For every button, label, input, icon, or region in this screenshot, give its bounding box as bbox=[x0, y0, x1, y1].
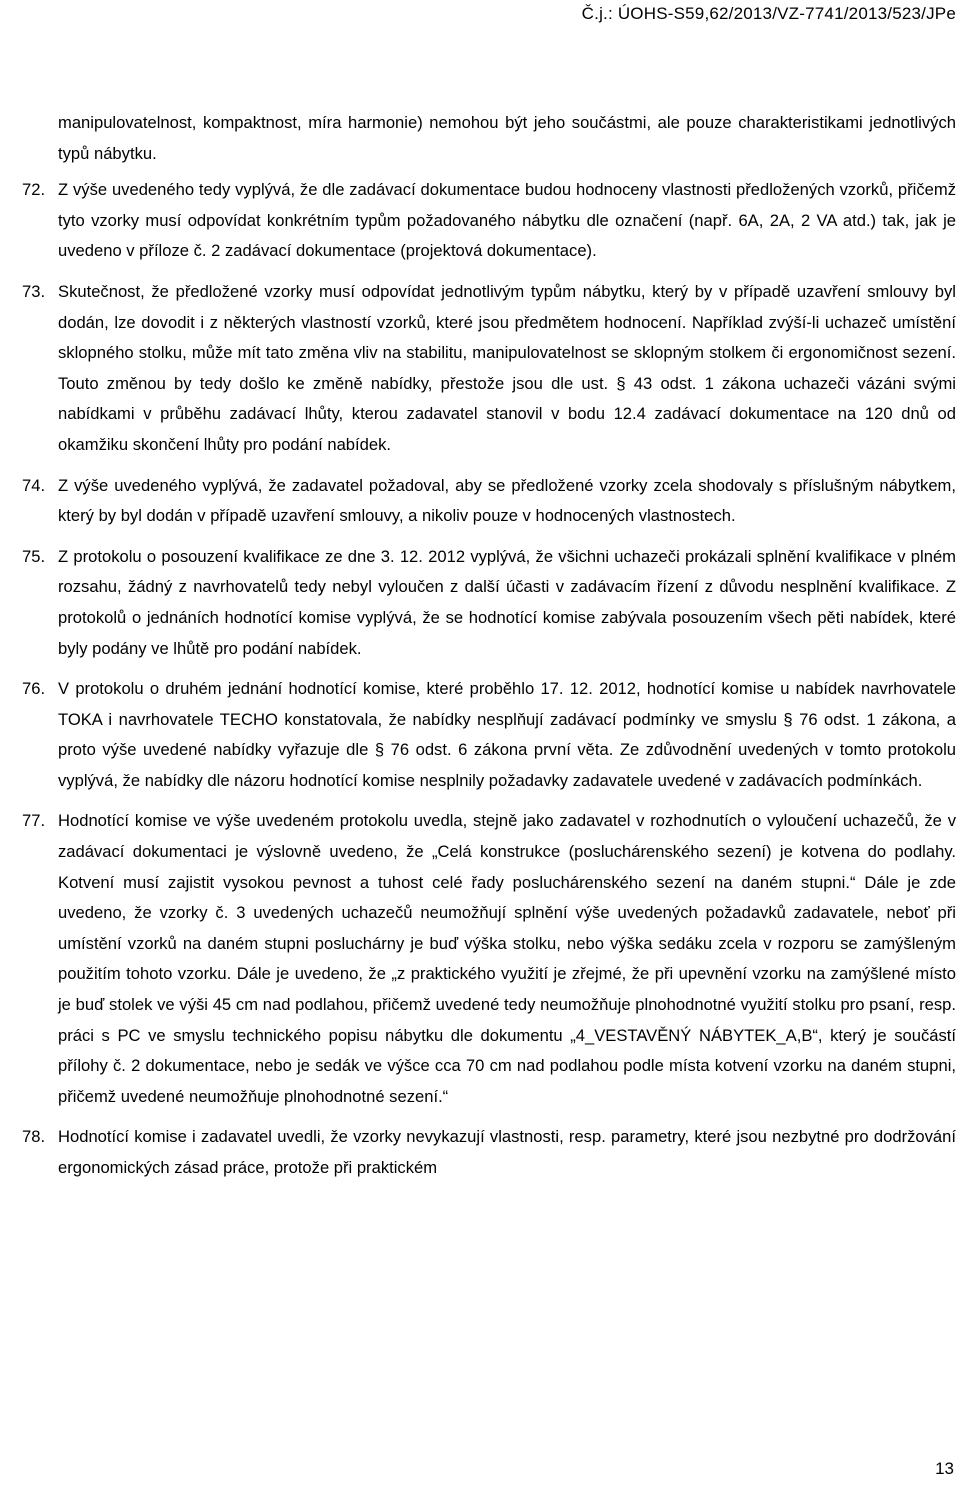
paragraph-78 bbox=[22, 1122, 956, 1183]
paragraph-number: 73. bbox=[22, 281, 46, 301]
paragraph-number: 72. bbox=[22, 180, 46, 200]
paragraph-text: Skutečnost, že předložené vzorky musí odpovídat jednotlivým typům nábytku, který by v případě uzavření smlouvy byl dodán, lze dovodit i z některých vlastností vzorků, které jsou předmětem hodnocení. Například zvýší-li uchazeč umístění sklopného stolku, může mít tato změna vliv na stabilitu, manipulovatelnost se sklopným stolkem či ergonomičnost sezení. Touto změnou by tedy došlo ke změně nabídky, přestože jsou dle ust. § 43 odst. 1 zákona uchazeči vázáni svými nabídkami v průběhu zadávací lhůty, kterou zadavatel stanovil v bodu 12.4 zadávací dokumentace na 120 dnů od okamžiku skončení lhůty pro podání nabídek. bbox=[58, 281, 956, 454]
paragraph-75 bbox=[22, 542, 956, 664]
paragraph-72 bbox=[22, 175, 956, 267]
paragraph-number: 74. bbox=[22, 475, 46, 495]
paragraph-text: Z výše uvedeného tedy vyplývá, že dle zadávací dokumentace budou hodnoceny vlastnosti předložených vzorků, přičemž tyto vzorky musí odpovídat konkrétním typům požadovaného nábytku dle označení (např. 6A, 2A, 2 VA atd.) tak, jak je uvedeno v příloze č. 2 zadávací dokumentace (projektová dokumentace). bbox=[58, 180, 956, 261]
paragraph-number-empty bbox=[22, 108, 58, 169]
paragraph-number: 78. bbox=[22, 1127, 46, 1147]
paragraph-73 bbox=[22, 277, 956, 461]
paragraph-number: 76. bbox=[22, 679, 46, 699]
document-body bbox=[22, 108, 956, 1194]
paragraph-text: V protokolu o druhém jednání hodnotící komise, které proběhlo 17. 12. 2012, hodnotící komise u nabídek navrhovatele TOKA i navrhovatele TECHO konstatovala, že nabídky nesplňují zadávací podmínky ve smyslu § 76 odst. 1 zákona, a proto výše uvedené nabídky vyřazuje dle § 76 odst. 6 zákona první věta. Ze zdůvodnění uvedených v tomto protokolu vyplývá, že nabídky dle názoru hodnotící komise nesplnily požadavky zadavatele uvedené v zadávacích podmínkách. bbox=[58, 679, 956, 790]
paragraph-76 bbox=[22, 674, 956, 796]
paragraph-77 bbox=[22, 806, 956, 1112]
paragraph-text: Z protokolu o posouzení kvalifikace ze dne 3. 12. 2012 vyplývá, že všichni uchazeči prokázali splnění kvalifikace v plném rozsahu, žádný z navrhovatelů tedy nebyl vyloučen z další účasti v zadávacím řízení z důvodu nesplnění kvalifikace. Z protokolů o jednáních hodnotící komise vyplývá, že se hodnotící komise zabývala posouzením všech pěti nabídek, které byly podány ve lhůtě pro podání nabídek. bbox=[58, 546, 956, 658]
paragraph-text: manipulovatelnost, kompaktnost, míra harmonie) nemohou být jeho součástmi, ale pouze charakteristikami jednotlivých typů nábytku. bbox=[58, 113, 956, 163]
paragraph-74 bbox=[22, 471, 956, 532]
page-number: 13 bbox=[935, 1459, 954, 1478]
paragraph-text: Hodnotící komise ve výše uvedeném protokolu uvedla, stejně jako zadavatel v rozhodnutích o vyloučení uchazečů, že v zadávací dokumentaci je výslovně uvedeno, že „Celá konstrukce (posluchárenského sezení) je kotvena do podlahy. Kotvení musí zajistit vysokou pevnost a tuhost celé řady posluchárenského sezení na daném stupni.“ Dále je zde uvedeno, že vzorky č. 3 uvedených uchazečů neumožňují splnění výše uvedených požadavků zadavatele, neboť při umístění vzorků na daném stupni posluchárny je buď výška stolku, nebo výška sedáku zcela v rozporu se zamýšleným použitím tohoto vzorku. Dále je uvedeno, že „z praktického využití je zřejmé, že při upevnění vzorku na zamýšlené místo je buď stolek ve výši 45 cm nad podlahou, přičemž uvedené tedy neumožňuje plnohodnotné využití stolku pro psaní, resp. práci s PC ve smyslu technického popisu nábytku dle dokumentu „4_VESTAVĚNÝ NÁBYTEK_A,B“, který je součástí přílohy č. 2 dokumentace, nebo je sedák ve výšce cca 70 cm nad podlahou podle místa kotvení vzorku na daném stupni, přičemž uvedené neumožňuje plnohodnotné sezení.“ bbox=[58, 811, 956, 1106]
document-reference: Č.j.: ÚOHS-S59,62/2013/VZ-7741/2013/523/JPe bbox=[581, 4, 956, 23]
paragraph-continuation bbox=[22, 108, 956, 169]
paragraph-text: Z výše uvedeného vyplývá, že zadavatel požadoval, aby se předložené vzorky zcela shodovaly s příslušným nábytkem, který by byl dodán v případě uzavření smlouvy, a nikoliv pouze v hodnocených vlastnostech. bbox=[58, 475, 956, 526]
paragraph-number: 75. bbox=[22, 546, 46, 566]
paragraph-text: Hodnotící komise i zadavatel uvedli, že vzorky nevykazují vlastnosti, resp. parametry, které jsou nezbytné pro dodržování ergonomických zásad práce, protože při praktickém bbox=[58, 1127, 956, 1177]
paragraph-number: 77. bbox=[22, 811, 46, 831]
